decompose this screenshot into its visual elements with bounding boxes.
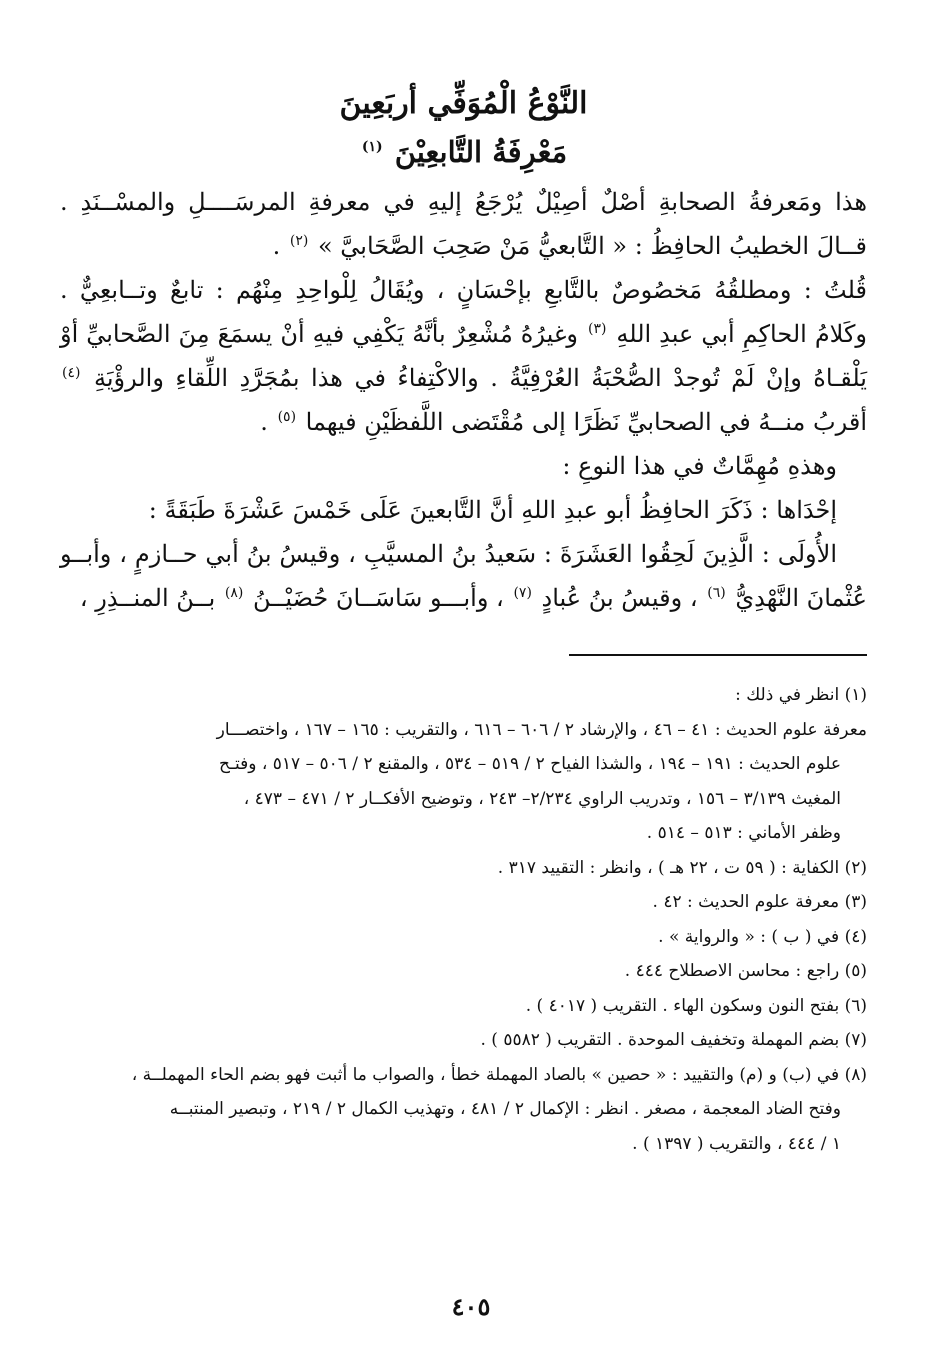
chapter-title: النَّوْعُ الْمُوَفِّي أربَعِينَ	[339, 86, 588, 121]
footnote-line: (١) انظر في ذلك :	[735, 685, 867, 705]
footnote-ref: (٢)	[289, 233, 309, 249]
book-page	[60, 80, 867, 1341]
footnote-line: وظفر الأماني : ٥١٣ – ٥١٤ .	[646, 823, 841, 843]
paragraph-text: قُلتُ : ومطلقُهُ مَخصُوصٌ بالتَّابعِ بإحْسَانٍ ، ويُقَالُ لِلْواحِدِ مِنْهُم : تابعٌ وتــابعِيٌّ . وكَلامُ الحاكِمِ أبي عبدِ اللهِ	[60, 276, 868, 348]
section-title	[60, 128, 867, 176]
footnote-line: (٧) بضم المهملة وتخفيف الموحدة . التقريب ( ٥٥٨٢ ) .	[480, 1030, 867, 1050]
footnote-line: (٦) بفتح النون وسكون الهاء . التقريب ( ٤٠١٧ ) .	[525, 995, 867, 1016]
footnote-line: (٥) راجع : محاسن الاصطلاح ٤٤٤ .	[624, 961, 867, 981]
footnotes	[60, 678, 867, 1161]
footnote-ref: (٤)	[62, 365, 81, 381]
footnote-line: وفتح الضاد المعجمة ، مصغر . انظر : الإكمال ٢ / ٤٨١ ، وتهذيب الكمال ٢ / ٢١٩ ، وتبصير المنتبــه	[169, 1099, 841, 1119]
main-text	[60, 180, 867, 620]
footnote-line: المغيث ٣/١٣٩ – ١٥٦ ، وتدريب الراوي ٢/٢٣٤– ٢٤٣ ، وتوضيح الأفكــار ٢ / ٤٧١ – ٤٧٣ ،	[243, 788, 841, 809]
footnote-line: (٣) معرفة علوم الحديث : ٤٢ .	[652, 892, 867, 912]
paragraph-text: وهذهِ مُهِمَّاتٌ في هذا النوعِ :	[562, 452, 837, 480]
paragraph-text: إحْدَاها : ذَكَرَ الحافِظُ أبو عبدِ اللهِ أنَّ التَّابعينَ عَلَى خَمْسَ عَشْرَةَ طَبَقَةً :	[148, 496, 837, 524]
paragraph	[60, 180, 867, 268]
footnote-line: (٤) في ( ب ) : « والرواية » .	[658, 926, 867, 947]
footnote-line: علوم الحديث : ١٩١ – ١٩٤ ، والشذا الفياح ٢ / ٥١٩ – ٥٣٤ ، والمقنع ٢ / ٥٠٦ – ٥١٧ ، وفتـح	[219, 754, 841, 774]
footnote-ref: (١)	[361, 139, 383, 156]
footnote-line: ١ / ٤٤٤ ، والتقريب ( ١٣٩٧ ) .	[632, 1133, 841, 1154]
paragraph-text: بــنُ المنــذِرِ ،	[79, 584, 223, 612]
paragraph-text: أقربُ منــهُ في الصحابيِّ نَظَرًا إلى مُقْتَضى اللَّفظَيْنِ فيهما	[298, 408, 867, 436]
paragraph-text: .	[260, 408, 276, 436]
footnote-ref: (٥)	[277, 409, 297, 425]
paragraph-text: ، وأبـــو سَاسَــانَ حُضَيْــنُ	[245, 584, 512, 612]
page-number: ٤٠٥	[451, 1292, 491, 1321]
footnote-ref: (٣)	[587, 321, 607, 337]
paragraph	[60, 488, 867, 532]
footnote-separator-wrap	[60, 620, 867, 656]
paragraph	[60, 268, 867, 444]
section-title-text: مَعْرِفَةُ التَّابعِيْنَ	[394, 135, 568, 169]
footnote-line: معرفة علوم الحديث : ٤١ – ٤٦ ، والإرشاد ٢ / ٦٠٦ – ٦١٦ ، والتقريب : ١٦٥ – ١٦٧ ، واختصـــار	[216, 719, 867, 740]
footnote-ref: (٨)	[224, 585, 244, 601]
footnote-ref: (٦)	[707, 585, 726, 601]
paragraph	[60, 532, 867, 620]
paragraph-text: وغيرُهُ مُشْعِرٌ بأنَّهُ يَكْفِي فيهِ أنْ يسمَعَ مِنَ الصَّحابيِّ أوْ يَلْقـاهُ وإنْ لَمْ تُوجدْ الصُّحْبَةُ العُرْفِيَّةُ . والاكْتِفاءُ في هذا بمُجَرَّدِ اللِّقاءِ والرؤْيَةِ	[60, 320, 867, 392]
footnote-line: (٢) الكفاية : ( ٥٩ ت ، ٢٢ هـ ) ، وانظر : التقييد ٣١٧ .	[497, 857, 867, 878]
paragraph-text: .	[272, 232, 288, 260]
paragraph-text: هذا ومَعرفةُ الصحابةِ أصْلٌ أصِيْلٌ يُرْجَعُ إليهِ في معرفةِ المرسَــــلِ والمسْــنَدِ . قــالَ الخطيبُ الحافِظُ : « التَّابعيُّ مَنْ صَحِبَ الصَّحَابيَّ »	[60, 188, 867, 260]
paragraph-text: الأُولَى : الَّذِينَ لَحِقُوا العَشَرَةَ : سَعيدُ بنُ المسيَّبِ ، وقيسُ بنُ أبي حــازمٍ ، وأبــو عُثْمانَ النَّهْدِيُّ	[60, 540, 867, 612]
paragraph	[60, 444, 867, 488]
footnote-separator	[569, 654, 867, 656]
footnote-line: (٨) في (ب) و (م) والتقييد : « حصين » بالصاد المهملة خطأ ، والصواب ما أثبت فهو بضم الحاء المهملــة ،	[131, 1064, 867, 1085]
footnote-ref: (٧)	[513, 585, 532, 601]
paragraph-text: ، وقيسُ بنُ عُبادٍ	[533, 584, 706, 612]
